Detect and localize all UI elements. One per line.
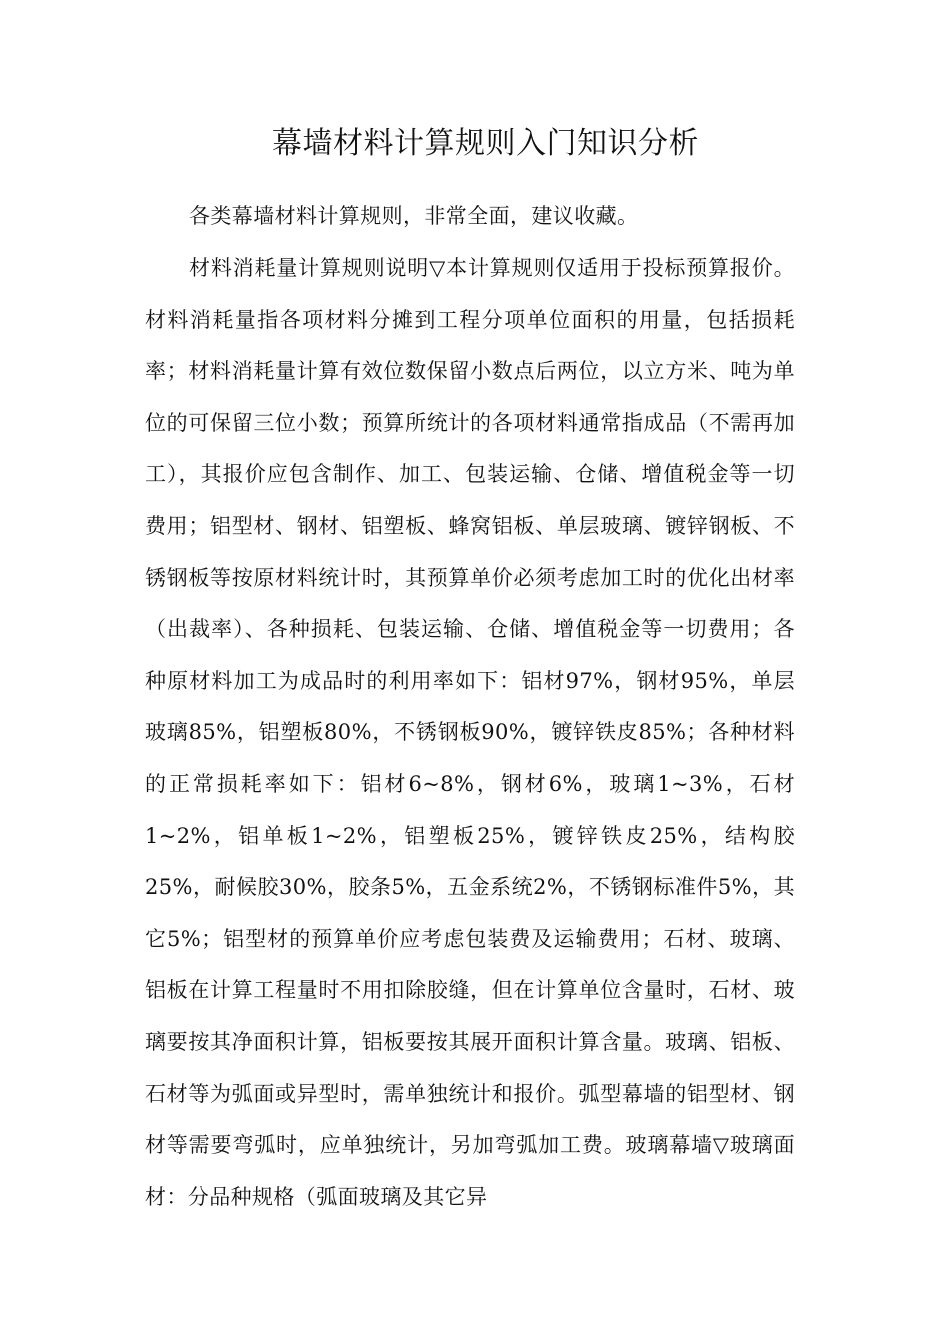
body-paragraph: 材料消耗量计算规则说明▽本计算规则仅适用于投标预算报价。材料消耗量指各项材料分摊到工程分项单位面积的用量，包括损耗率；材料消耗量计算有效位数保留小数点后两位，以立方米、吨为单位的可保留三位小数；预算所统计的各项材料通常指成品（不需再加工），其报价应包含制作、加工、包装运输、仓储、增值税金等一切费用；铝型材、钢材、铝塑板、蜂窝铝板、单层玻璃、镀锌钢板、不锈钢板等按原材料统计时，其预算单价必须考虑加工时的优化出材率（出裁率）、各种损耗、包装运输、仓储、增值税金等一切费用；各种原材料加工为成品时的利用率如下：铝材97%，钢材95%，单层玻璃85%，铝塑板80%，不锈钢板90%，镀锌铁皮85%；各种材料的正常损耗率如下：铝材6~8%，钢材6%，玻璃1~3%，石材1~2%，铝单板1~2%，铝塑板25%，镀锌铁皮25%，结构胶25%，耐候胶30%，胶条5%，五金系统2%，不锈钢标准件5%，其它5%；铝型材的预算单价应考虑包装费及运输费用；石材、玻璃、铝板在计算工程量时不用扣除胶缝，但在计算单位含量时，石材、玻璃要按其净面积计算，铝板要按其展开面积计算含量。玻璃、铝板、石材等为弧面或异型时，需单独统计和报价。弧型幕墙的铝型材、钢材等需要弯弧时，应单独统计，另加弯弧加工费。玻璃幕墙▽玻璃面材：分品种规格（弧面玻璃及其它异 (145, 256, 795, 1209)
intro-paragraph: 各类幕墙材料计算规则，非常全面，建议收藏。 (189, 204, 639, 228)
document-title: 幕墙材料计算规则入门知识分析 (272, 126, 699, 161)
